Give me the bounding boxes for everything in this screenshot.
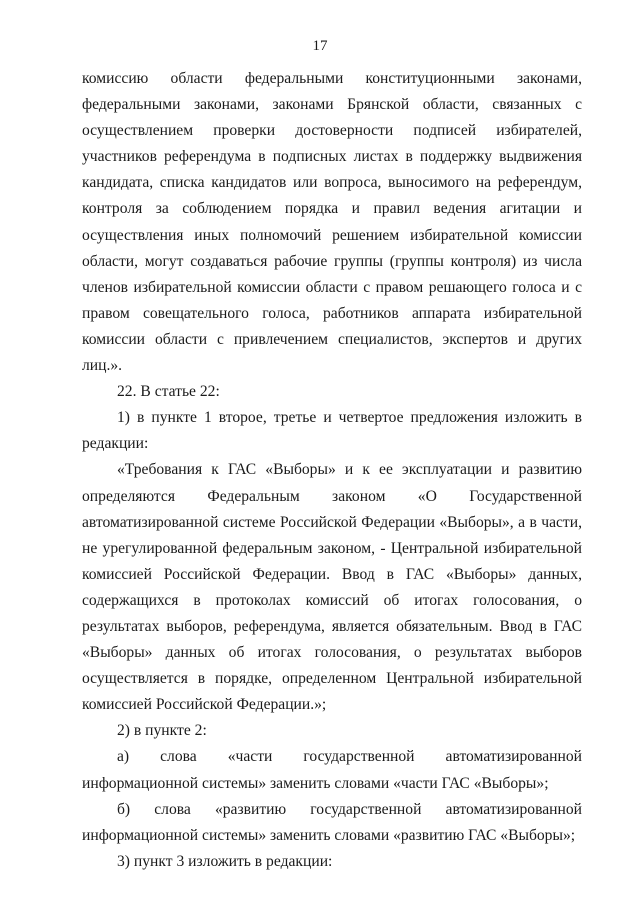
- paragraph-item-2: 2) в пункте 2:: [117, 722, 207, 740]
- paragraph-item-3: 3) пункт 3 изложить в редакции:: [117, 852, 333, 870]
- document-body: [82, 66, 582, 875]
- paragraph-article-22: 22. В статье 22:: [117, 383, 220, 401]
- page-number: 17: [312, 38, 328, 54]
- paragraph-subitem-b: б) слова «развитию государственной автоматизированной информационной системы» заменить словами «развитию ГАС «Выборы»;: [82, 800, 582, 844]
- paragraph-continuation: комиссию области федеральными конституционными законами, федеральными законами, законами Брянской области, связанных с осуществлением проверки достоверности подписей избирателей, участников референдума в подписных листах в поддержку выдвижения кандидата, списка кандидатов или вопроса, выносимого на референдум, контроля за соблюдением порядка и правил ведения агитации и осуществления иных полномочий решением избирательной комиссии области, могут создаваться рабочие группы (группы контроля) из числа членов избирательной комиссии области с правом решающего голоса и с правом совещательного голоса, работников аппарата избирательной комиссии области с привлечением специалистов, экспертов и других лиц.».: [82, 70, 582, 375]
- paragraph-quote-requirements: «Требования к ГАС «Выборы» и к ее эксплуатации и развитию определяются Федеральным законом «О Государственной автоматизированной системе Российской Федерации «Выборы», а в части, не урегулированной федеральным законом, - Центральной избирательной комиссией Российской Федерации. Ввод в ГАС «Выборы» данных, содержащихся в протоколах комиссий об итогах голосования, о результатах выборов, референдума, является обязательным. Ввод в ГАС «Выборы» данных об итогах голосования, о результатах выборов осуществляется в порядке, определенном Центральной избирательной комиссией Российской Федерации.»;: [82, 461, 582, 714]
- paragraph-subitem-a: а) слова «части государственной автоматизированной информационной системы» заменить словами «части ГАС «Выборы»;: [82, 748, 582, 792]
- paragraph-item-1: 1) в пункте 1 второе, третье и четвертое предложения изложить в редакции:: [82, 409, 582, 453]
